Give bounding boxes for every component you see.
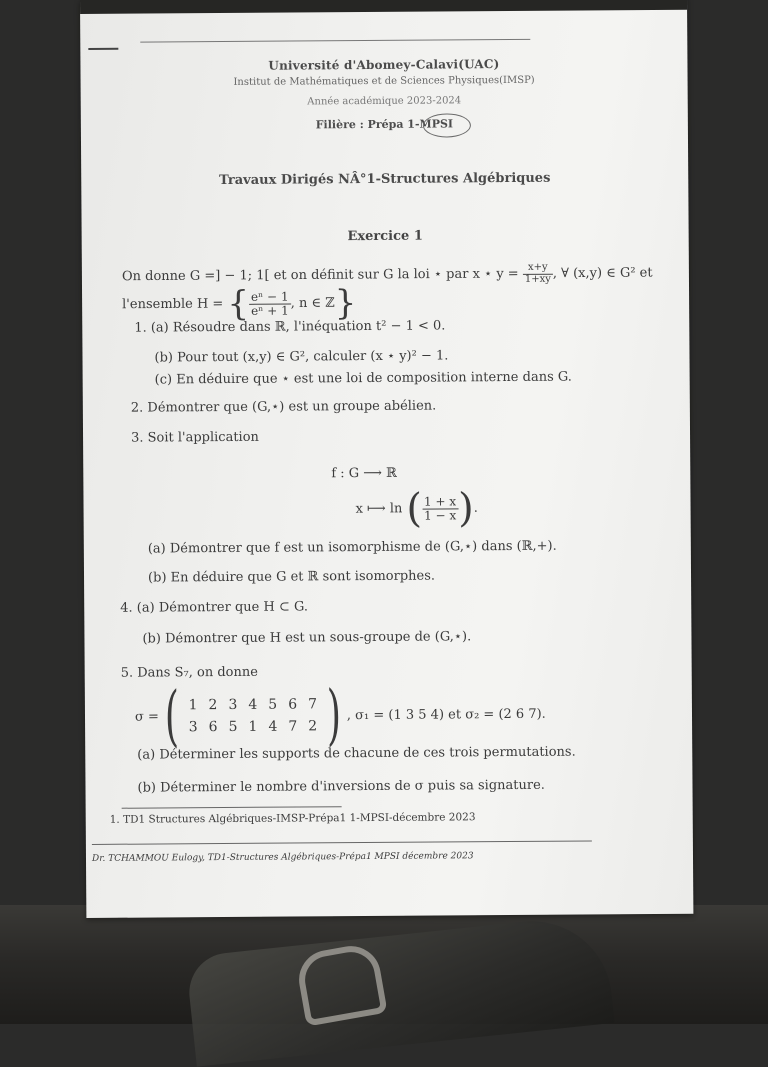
map-definition: f : G ⟶ ℝ (331, 465, 397, 482)
matrix-cell: 2 (208, 697, 218, 714)
exercise-title: Exercice 1 (347, 228, 423, 245)
matrix-cell: 7 (308, 696, 318, 713)
sigma-label: σ = (134, 708, 159, 725)
set-numerator: eⁿ − 1 (249, 290, 291, 304)
map-ln: x ⟼ ln (355, 501, 403, 517)
set-label: l'ensemble H = (122, 296, 224, 313)
question-3a: (a) Démontrer que f est un isomorphisme de (G,⋆) dans (ℝ,+). (147, 538, 557, 557)
footer-author: Dr. TCHAMMOU Eulogy, TD1-Structures Algébriques-Prépa1 MPSI décembre 2023 (91, 851, 474, 864)
matrix-cell: 2 (308, 718, 318, 735)
map-formula: x ⟼ ln ( $\frac{1 + x}{1 - x}$ ). (355, 485, 478, 532)
intro-text-b: , ∀ (x,y) ∈ G² et (552, 265, 653, 282)
matrix-cell: 4 (268, 718, 278, 735)
sigma-cycles: , σ₁ = (1 3 5 4) et σ₂ = (2 6 7). (346, 706, 546, 723)
question-5a: (a) Déterminer les supports de chacune de ces trois permutations. (137, 744, 576, 763)
question-1a: 1. (a) Résoudre dans ℝ, l'inéquation t² − 1 < 0. (134, 318, 446, 336)
matrix-bottom-row (185, 715, 322, 738)
footnote: 1. TD1 Structures Algébriques-IMSP-Prépa1 1-MPSI-décembre 2023 (109, 811, 476, 826)
matrix-cell: 5 (268, 696, 278, 713)
matrix-cell: 1 (188, 697, 198, 714)
permutation-matrix (185, 693, 322, 738)
matrix-cell: 3 (188, 719, 198, 736)
map-fraction (422, 495, 458, 521)
matrix-cell: 3 (228, 696, 238, 713)
set-condition: , n ∈ ℤ (290, 295, 335, 312)
question-3b: (b) En déduire que G et ℝ sont isomorphes. (147, 568, 436, 586)
footer-rule (92, 840, 592, 844)
question-5: 5. Dans S₇, on donne (120, 664, 258, 681)
set-fraction (249, 290, 291, 316)
law-denominator: 1+xy (524, 273, 551, 285)
intro-line-2: l'ensemble H = { $\frac{\text{eⁿ − 1}}{\text{eⁿ + 1}}$ , n ∈ ℤ} (122, 283, 357, 324)
map-denominator: 1 − x (424, 507, 457, 523)
matrix-top-row (185, 693, 322, 716)
set-denominator: eⁿ + 1 (251, 303, 289, 318)
question-4b: (b) Démontrer que H est un sous-groupe de (G,⋆). (142, 629, 472, 647)
document-title: Travaux Dirigés NÂ°1-Structures Algébriques (219, 170, 551, 189)
filiere: Filière : Prépa 1-MPSI (315, 117, 454, 132)
dark-top-edge (80, 0, 687, 14)
matrix-cell: 6 (208, 719, 218, 736)
university-name: Université d'Abomey-Calavi(UAC) (268, 57, 500, 73)
matrix-cell: 5 (228, 718, 238, 735)
matrix-cell: 6 (288, 696, 298, 713)
question-2: 2. Démontrer que (G,⋆) est un groupe abélien. (130, 398, 437, 416)
question-3: 3. Soit l'application (131, 429, 259, 446)
institute-name: Institut de Mathématiques et de Sciences Physiques(IMSP) (233, 74, 535, 88)
header-dash (88, 48, 118, 50)
matrix-cell: 4 (248, 696, 258, 713)
map-numerator: 1 + x (422, 495, 458, 509)
exam-sheet (80, 0, 693, 918)
intro-text-a: On donne G =] − 1; 1[ et on définit sur G la loi ⋆ par x ⋆ y = (121, 266, 519, 285)
handwritten-circle (423, 113, 471, 137)
law-fraction (523, 263, 553, 285)
law-numerator: x+y (523, 263, 553, 275)
matrix-cell: 1 (248, 718, 258, 735)
question-5b: (b) Déterminer le nombre d'inversions de σ puis sa signature. (137, 777, 545, 796)
header-rule (140, 39, 530, 43)
permutation-definition: σ = ( 1 2 3 4 5 6 7 3 6 5 1 4 7 2 ) , σ₁ = (1 3 5 4) et σ₂ = (2 6 7). (134, 676, 546, 755)
footnote-rule (122, 806, 342, 809)
academic-year: Année académique 2023-2024 (307, 95, 462, 108)
matrix-cell: 7 (288, 718, 298, 735)
question-1c: (c) En déduire que ⋆ est une loi de composition interne dans G. (154, 369, 572, 388)
question-4a: 4. (a) Démontrer que H ⊂ G. (120, 599, 309, 616)
question-1b: (b) Pour tout (x,y) ∈ G², calculer (x ⋆ y)² − 1. (154, 348, 449, 366)
